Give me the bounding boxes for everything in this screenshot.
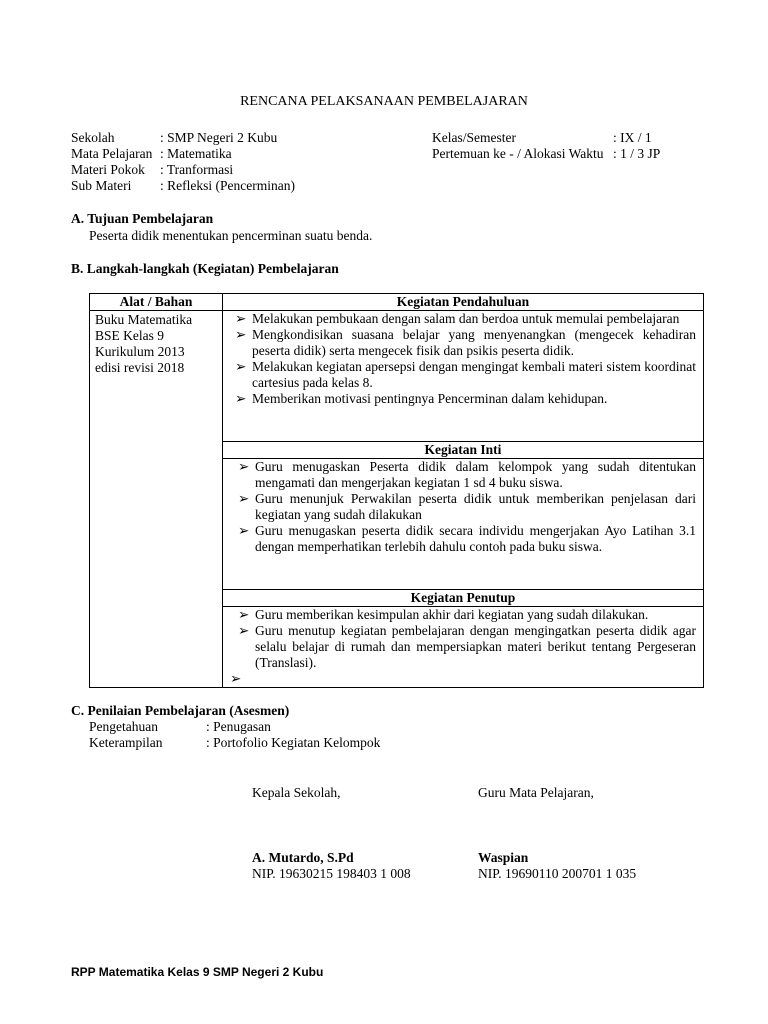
activity-text: Melakukan pembukaan dengan salam dan berdoa untuk memulai pembelajaran: [252, 311, 680, 326]
inti-list: [230, 459, 696, 555]
identity-value: : SMP Negeri 2 Kubu: [160, 130, 278, 145]
activity-text: Mengkondisikan suasana belajar yang menyenangkan (mengecek kehadiran peserta didik) serta mengecek fisik dan psikis peserta didik.: [252, 327, 696, 358]
tool-item: Kurikulum 2013: [95, 344, 185, 359]
activity-text: Guru memberikan kesimpulan akhir dari kegiatan yang sudah dilakukan.: [255, 607, 649, 622]
identity-right-labels: [432, 130, 604, 162]
arrow-bullet-icon: ➢: [235, 327, 247, 342]
arrow-bullet-icon: ➢: [235, 311, 247, 326]
identity-value: : 1 / 3 JP: [613, 146, 661, 161]
section-a-heading: A. Tujuan Pembelajaran: [71, 211, 214, 226]
identity-label: Sekolah: [71, 130, 115, 145]
arrow-bullet-icon: ➢: [238, 459, 250, 474]
identity-right-values: [613, 130, 660, 162]
assessment-value: : Penugasan: [206, 719, 271, 734]
identity-label: Materi Pokok: [71, 162, 145, 177]
activity-item: [230, 623, 696, 671]
activity-text: Memberikan motivasi pentingnya Pencerminan dalam kehidupan.: [252, 391, 608, 406]
activity-text: Guru menugaskan Peserta didik dalam kelompok yang sudah ditentukan mengamati dan mengerjakan kegiatan 1 sd 4 buku siswa.: [255, 459, 696, 490]
activity-item: [230, 607, 696, 623]
identity-left-values: [160, 130, 295, 194]
page-footer: RPP Matematika Kelas 9 SMP Negeri 2 Kubu: [71, 965, 324, 979]
identity-value: : Refleksi (Pencerminan): [160, 178, 295, 193]
identity-value: : Matematika: [160, 146, 232, 161]
activity-item: [230, 327, 696, 359]
signature-nip-right: NIP. 19690110 200701 1 035: [478, 866, 637, 881]
section-b-heading: B. Langkah-langkah (Kegiatan) Pembelajaran: [71, 261, 339, 276]
activity-item: [230, 311, 696, 327]
assessment-values: [206, 719, 380, 751]
penutup-header: Kegiatan Penutup: [223, 590, 704, 607]
arrow-bullet-icon: ➢: [235, 359, 247, 374]
activity-item: [230, 391, 696, 407]
tools-cell: [90, 311, 223, 688]
section-c-heading: C. Penilaian Pembelajaran (Asesmen): [71, 703, 290, 718]
activity-item: [230, 523, 696, 555]
identity-value: : Tranformasi: [160, 162, 234, 177]
tool-item: edisi revisi 2018: [95, 360, 185, 375]
activity-text: Guru menutup kegiatan pembelajaran dengan mengingatkan peserta didik agar selalu belajar di rumah dan mempersiapkan materi berikut tentang Pergeseran (Translasi).: [255, 623, 696, 670]
signature-name-right: Waspian: [478, 850, 529, 865]
activity-text: Guru menugaskan peserta didik secara individu mengerjakan Ayo Latihan 3.1 dengan memperhatikan terlebih dahulu contoh pada buku siswa.: [255, 523, 696, 554]
arrow-bullet-icon: ➢: [238, 523, 250, 538]
signature-role-left: Kepala Sekolah,: [252, 785, 341, 800]
activity-item: [230, 671, 696, 687]
document-title: RENCANA PELAKSANAAN PEMBELAJARAN: [240, 94, 528, 109]
activity-item: [230, 459, 696, 491]
tools-header: Alat / Bahan: [90, 294, 223, 311]
activity-item: [230, 359, 696, 391]
assessment-label: Keterampilan: [89, 735, 163, 750]
arrow-bullet-icon: ➢: [230, 671, 242, 686]
arrow-bullet-icon: ➢: [238, 607, 250, 622]
pendahuluan-list: [230, 311, 696, 407]
assessment-label: Pengetahuan: [89, 719, 158, 734]
pendahuluan-header: Kegiatan Pendahuluan: [223, 294, 704, 311]
penutup-cell: [223, 607, 704, 688]
activity-item: [230, 491, 696, 523]
arrow-bullet-icon: ➢: [238, 491, 250, 506]
assessment-value: : Portofolio Kegiatan Kelompok: [206, 735, 381, 750]
identity-label: Mata Pelajaran: [71, 146, 153, 161]
activity-text: Guru menunjuk Perwakilan peserta didik untuk memberikan penjelasan dari kegiatan yang sudah dilakukan: [255, 491, 696, 522]
section-a-text: Peserta didik menentukan pencerminan suatu benda.: [89, 228, 373, 243]
activity-table: [89, 293, 704, 688]
penutup-list: [230, 607, 696, 687]
pendahuluan-cell: [223, 311, 704, 442]
identity-value: : IX / 1: [613, 130, 652, 145]
inti-header: Kegiatan Inti: [223, 442, 704, 459]
identity-left-labels: [71, 130, 152, 194]
assessment-labels: [89, 719, 162, 751]
identity-label: Sub Materi: [71, 178, 132, 193]
tool-item: BSE Kelas 9: [95, 328, 164, 343]
arrow-bullet-icon: ➢: [238, 623, 250, 638]
signature-role-right: Guru Mata Pelajaran,: [478, 785, 594, 800]
identity-label: Kelas/Semester: [432, 130, 516, 145]
signature-nip-left: NIP. 19630215 198403 1 008: [252, 866, 411, 881]
identity-label: Pertemuan ke - / Alokasi Waktu: [432, 146, 604, 161]
arrow-bullet-icon: ➢: [235, 391, 247, 406]
activity-text: Melakukan kegiatan apersepsi dengan mengingat kembali materi sistem koordinat cartesius pada kelas 8.: [252, 359, 696, 390]
tool-item: Buku Matematika: [95, 312, 193, 327]
inti-cell: [223, 459, 704, 590]
signature-name-left: A. Mutardo, S.Pd: [252, 850, 354, 865]
